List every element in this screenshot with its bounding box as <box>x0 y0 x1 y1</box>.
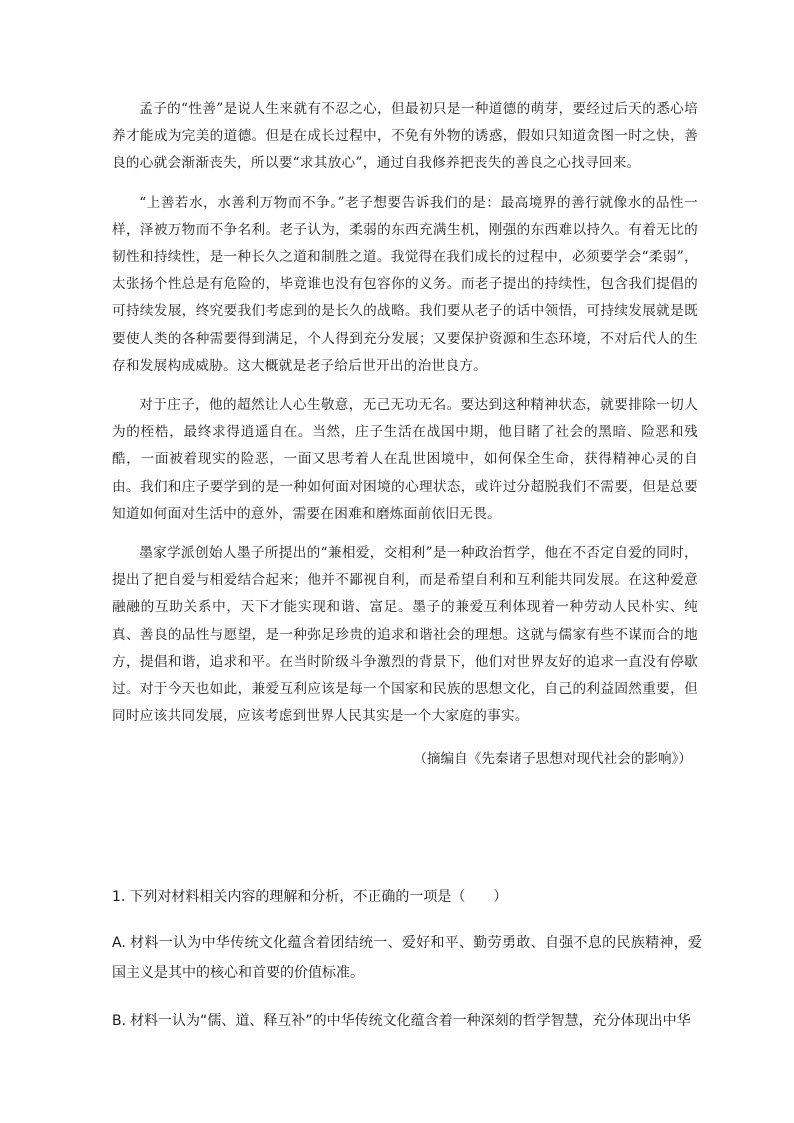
question-stem <box>112 884 702 910</box>
paragraph-zhuangzi: 对于庄子，他的超然让人心生敬意，无己无功无名。要达到这种精神状态，就要排除一切人为的桎梏，最终求得逍遥自在。当然，庄子生活在战国中期，他目睹了社会的黑暗、险恶和残酷，一面被着现实的险恶，一面又思考着人在乱世困境中，如何保全生命，获得精神心灵的自由。我们和庄子要学到的是一种如何面对困境的心理状态，或许过分超脱我们不需要，但是总要知道如何面对生活中的意外，需要在困难和磨炼面前依旧无畏。 <box>112 397 698 522</box>
option-b-text: 材料一认为“儒、道、释互补”的中华传统文化蕴含着一种深刻的哲学智慧，充分体现出中华 <box>130 1013 691 1029</box>
reading-passage <box>112 96 698 773</box>
question-number: 1. <box>112 889 126 905</box>
option-a-text: 材料一认为中华传统文化蕴含着团结统一、爱好和平、勤劳勇敢、自强不息的民族精神，爱国主义是其中的核心和首要的价值标准。 <box>112 935 702 981</box>
passage-source: （摘编自《先秦诸子思想对现代社会的影响》） <box>413 751 692 768</box>
paragraph-mencius: 孟子的“性善”是说人生来就有不忍之心，但最初只是一种道德的萌芽，要经过后天的悉心培养才能成为完美的道德。但是在成长过程中，不免有外物的诱惑，假如只知道贪图一时之快，善良的心就会渐渐丧失，所以要“求其放心”，通过自我修养把丧失的善良之心找寻回来。 <box>112 101 698 172</box>
paragraph-laozi: “上善若水，水善利万物而不争。”老子想要告诉我们的是：最高境界的善行就像水的品性一样，泽被万物而不争名利。老子认为，柔弱的东西充满生机，刚强的东西难以持久。有着无比的韧性和持续性，是一种长久之道和制胜之道。我觉得在我们成长的过程中，必须要学会“柔弱”，太张扬个性总是有危险的，毕竟谁也没有包容你的义务。而老子提出的持续性，包含我们提倡的可持续发展，终究要我们考虑到的是长久的战略。我们要从老子的话中领悟，可持续发展就是既要使人类的各种需要得到满足，个人得到充分发展；又要保护资源和生态环境，不对后代人的生存和发展构成威胁。这大概就是老子给后世开出的治世良方。 <box>112 194 698 374</box>
option-a <box>112 928 702 988</box>
question-text: 下列对材料相关内容的理解和分析，不正确的一项是（ ） <box>129 889 508 905</box>
option-a-letter: A. <box>112 935 126 951</box>
option-b-letter: B. <box>112 1013 127 1029</box>
question-block <box>112 884 702 1054</box>
option-b <box>112 1006 702 1036</box>
paragraph-mozi: 墨家学派创始人墨子所提出的“兼相爱，交相利”是一种政治哲学，他在不否定自爱的同时，提出了把自爱与相爱结合起来；他并不鄙视自利，而是希望自利和互利能共同发展。在这种爱意融融的互助关系中，天下才能实现和谐、富足。墨子的兼爱互利体现着一种劳动人民朴实、纯真、善良的品性与愿望，是一种弥足珍贵的追求和谐社会的理想。这就与儒家有些不谋而合的地方，提倡和谐，追求和平。在当时阶级斗争激烈的背景下，他们对世界友好的追求一直没有停歇过。对于今天也如此，兼爱互利应该是每一个国家和民族的思想文化，自己的利益固然重要，但同时应该共同发展，应该考虑到世界人民其实是一个大家庭的事实。 <box>112 545 698 725</box>
